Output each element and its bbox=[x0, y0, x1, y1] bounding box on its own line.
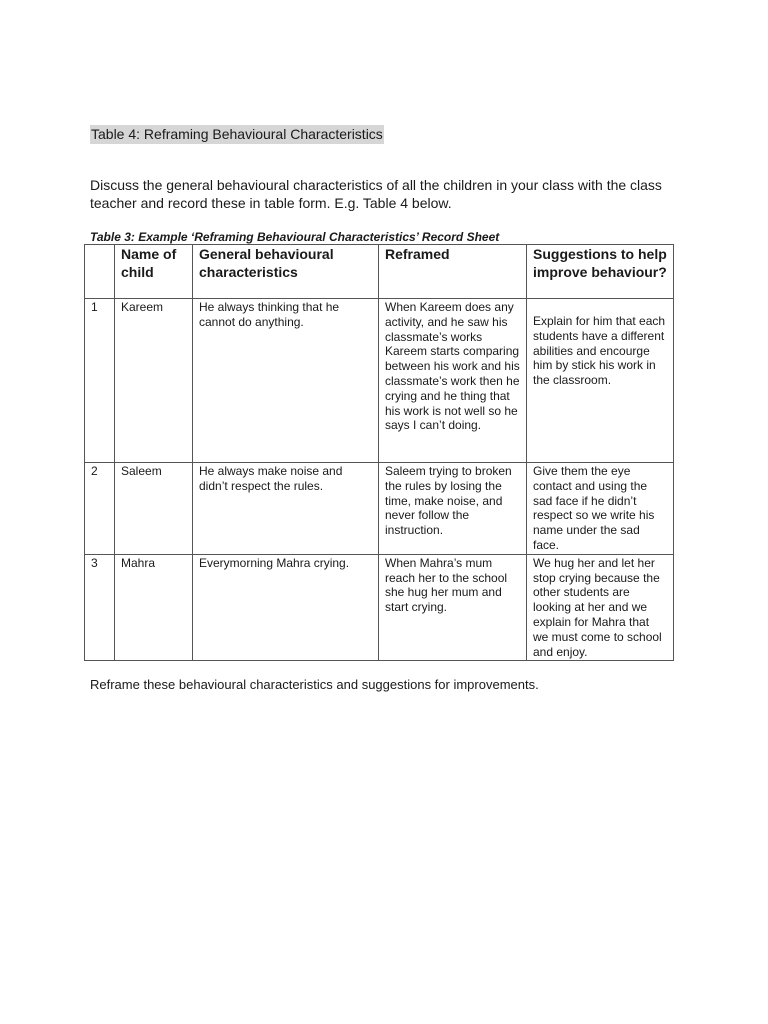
suggestions-text-content: Explain for him that each students have a different abilities and encourge him by stick his work in the classroom. bbox=[533, 314, 666, 388]
reframed-text: When Mahra’s mum reach her to the school she hug her mum and start crying. bbox=[379, 554, 527, 661]
general-characteristics: He always thinking that he cannot do anything. bbox=[193, 299, 379, 463]
closing-instruction: Reframe these behavioural characteristics and suggestions for improvements. bbox=[90, 677, 539, 692]
header-name-of-child: Name of child bbox=[115, 245, 193, 299]
header-number bbox=[85, 245, 115, 299]
intro-paragraph: Discuss the general behavioural characteristics of all the children in your class with the class teacher and record these in table form. E.g. Table 4 below. bbox=[90, 177, 662, 211]
row-number: 1 bbox=[85, 299, 115, 463]
suggestions-text: Give them the eye contact and using the sad face if he didn’t respect so we write his name under the sad face. bbox=[527, 463, 674, 555]
table-row bbox=[85, 299, 674, 463]
header-reframed: Reframed bbox=[379, 245, 527, 299]
suggestions-text: We hug her and let her stop crying because the other students are looking at her and we explain for Mahra that we must come to school and enjoy. bbox=[527, 554, 674, 661]
reframing-table bbox=[84, 244, 674, 661]
header-suggestions: Suggestions to help improve behaviour? bbox=[527, 245, 674, 299]
child-name: Kareem bbox=[115, 299, 193, 463]
reframed-text: Saleem trying to broken the rules by losing the time, make noise, and never follow the instruction. bbox=[379, 463, 527, 555]
table-header-row bbox=[85, 245, 674, 299]
general-characteristics: He always make noise and didn’t respect the rules. bbox=[193, 463, 379, 555]
suggestions-text bbox=[527, 299, 674, 463]
reframed-text: When Kareem does any activity, and he saw his classmate’s works Kareem starts comparing between his work and his classmate’s work then he crying and he thing that his work is not well so he says I can’t doing. bbox=[379, 299, 527, 463]
table-caption: Table 3: Example ‘Reframing Behavioural Characteristics’ Record Sheet bbox=[90, 230, 500, 244]
child-name: Saleem bbox=[115, 463, 193, 555]
child-name: Mahra bbox=[115, 554, 193, 661]
section-heading: Table 4: Reframing Behavioural Characteristics bbox=[91, 126, 383, 142]
row-number: 3 bbox=[85, 554, 115, 661]
table-row bbox=[85, 463, 674, 555]
header-general-characteristics: General behavioural characteristics bbox=[193, 245, 379, 299]
general-characteristics: Everymorning Mahra crying. bbox=[193, 554, 379, 661]
row-number: 2 bbox=[85, 463, 115, 555]
table-row bbox=[85, 554, 674, 661]
